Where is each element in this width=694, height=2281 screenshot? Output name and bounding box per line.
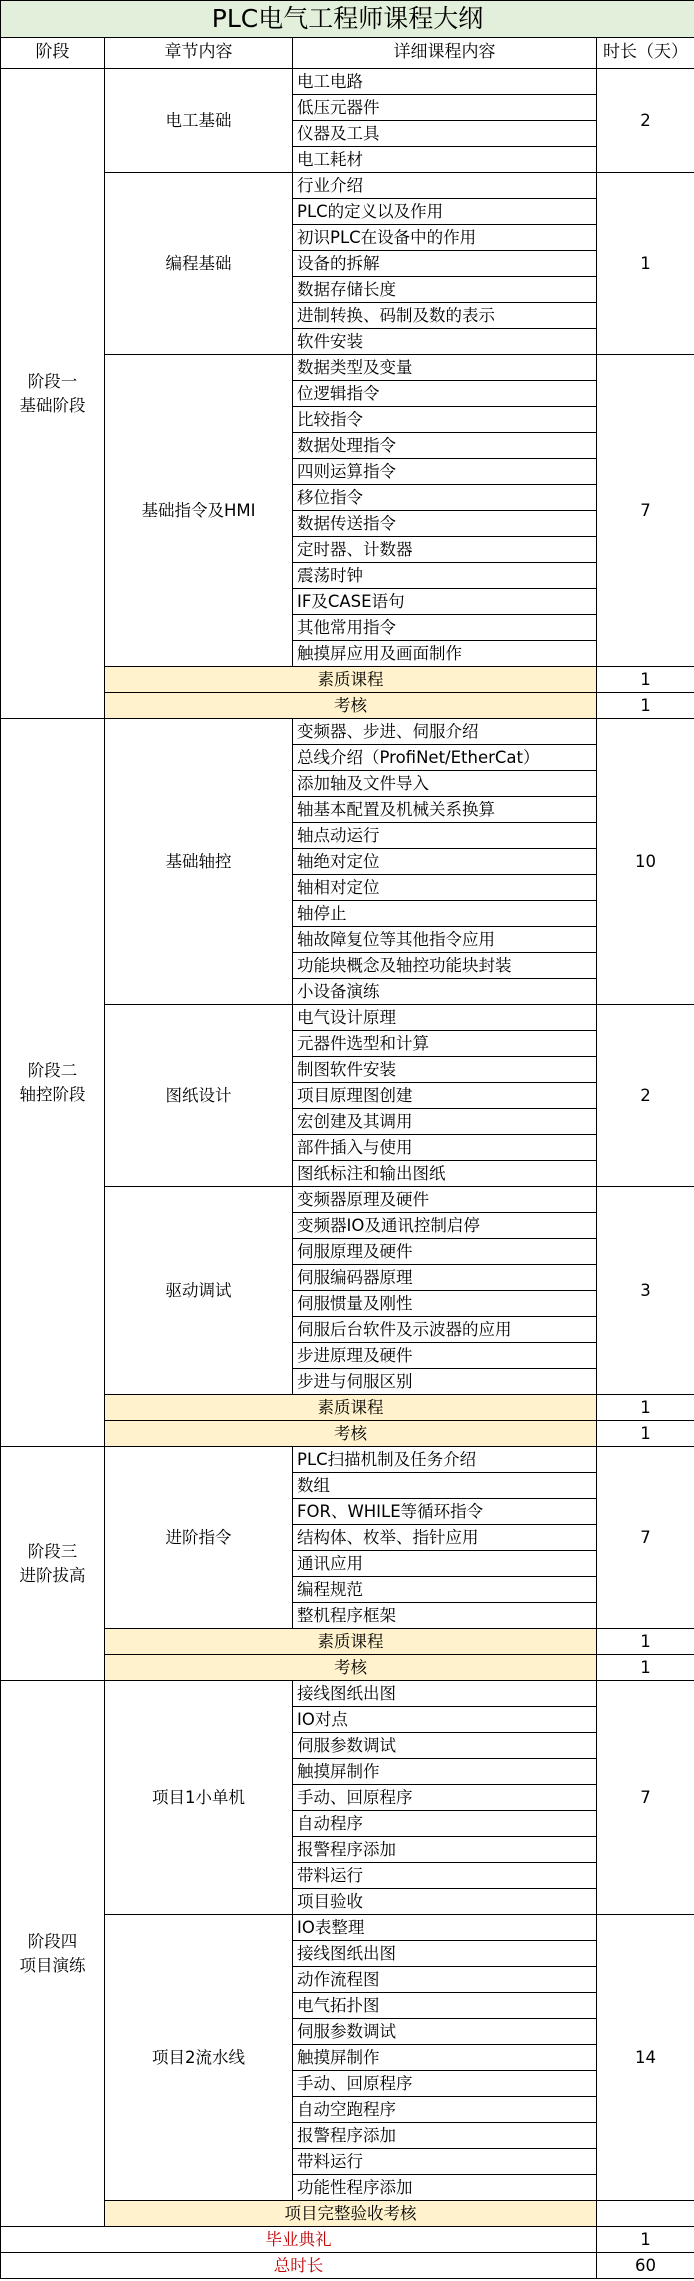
detail-item: 电气设计原理 bbox=[293, 1005, 597, 1031]
detail-item: 变频器IO及通讯控制启停 bbox=[293, 1213, 597, 1239]
duration-cell: 7 bbox=[597, 355, 694, 667]
extra-row bbox=[1, 1395, 694, 1421]
extra-duration: 1 bbox=[597, 693, 694, 719]
chapter-cell: 基础轴控 bbox=[105, 719, 293, 1005]
detail-item: 编程规范 bbox=[293, 1577, 597, 1603]
detail-item: 项目验收 bbox=[293, 1889, 597, 1915]
chapter-cell: 进阶指令 bbox=[105, 1447, 293, 1629]
detail-item: 添加轴及文件导入 bbox=[293, 771, 597, 797]
extra-label: 素质课程 bbox=[105, 667, 597, 693]
detail-item: 手动、回原程序 bbox=[293, 2071, 597, 2097]
extra-row bbox=[1, 667, 694, 693]
detail-item: 伺服参数调试 bbox=[293, 1733, 597, 1759]
extra-row bbox=[1, 2201, 694, 2227]
detail-item: 步进与伺服区别 bbox=[293, 1369, 597, 1395]
detail-item: 带料运行 bbox=[293, 1863, 597, 1889]
duration-cell: 7 bbox=[597, 1447, 694, 1629]
detail-item: 定时器、计数器 bbox=[293, 537, 597, 563]
detail-item: 数据处理指令 bbox=[293, 433, 597, 459]
detail-item: 进制转换、码制及数的表示 bbox=[293, 303, 597, 329]
duration-cell: 7 bbox=[597, 1681, 694, 1915]
detail-item: 宏创建及其调用 bbox=[293, 1109, 597, 1135]
extra-duration: 1 bbox=[597, 1655, 694, 1681]
chapter-cell: 基础指令及HMI bbox=[105, 355, 293, 667]
detail-item: 数据存储长度 bbox=[293, 277, 597, 303]
extra-duration: 1 bbox=[597, 1421, 694, 1447]
detail-item: IF及CASE语句 bbox=[293, 589, 597, 615]
detail-item: 触摸屏应用及画面制作 bbox=[293, 641, 597, 667]
detail-item: 制图软件安装 bbox=[293, 1057, 597, 1083]
footer-label: 毕业典礼 bbox=[1, 2227, 597, 2253]
extra-duration bbox=[597, 2201, 694, 2227]
detail-item: 报警程序添加 bbox=[293, 1837, 597, 1863]
page-title: PLC电气工程师课程大纲 bbox=[1, 1, 694, 38]
detail-item: PLC的定义以及作用 bbox=[293, 199, 597, 225]
detail-item: 初识PLC在设备中的作用 bbox=[293, 225, 597, 251]
detail-item: IO对点 bbox=[293, 1707, 597, 1733]
detail-item: 其他常用指令 bbox=[293, 615, 597, 641]
detail-item: 元器件选型和计算 bbox=[293, 1031, 597, 1057]
detail-item: 图纸标注和输出图纸 bbox=[293, 1161, 597, 1187]
stage-name-line: 阶段四 bbox=[27, 1931, 78, 1951]
detail-item: 震荡时钟 bbox=[293, 563, 597, 589]
stage-name-line: 轴控阶段 bbox=[19, 1084, 86, 1104]
detail-item: 手动、回原程序 bbox=[293, 1785, 597, 1811]
stage-name-line: 阶段一 bbox=[27, 371, 78, 391]
title-row bbox=[1, 1, 694, 38]
chapter-cell: 项目1小单机 bbox=[105, 1681, 293, 1915]
footer-duration: 60 bbox=[597, 2253, 694, 2279]
detail-item: 低压元器件 bbox=[293, 95, 597, 121]
table-row bbox=[1, 1915, 694, 1941]
stage-name-line: 基础阶段 bbox=[19, 395, 86, 415]
detail-item: 比较指令 bbox=[293, 407, 597, 433]
detail-item: 部件插入与使用 bbox=[293, 1135, 597, 1161]
detail-item: 步进原理及硬件 bbox=[293, 1343, 597, 1369]
detail-item: 四则运算指令 bbox=[293, 459, 597, 485]
stage-cell bbox=[1, 1681, 105, 2227]
detail-item: 自动程序 bbox=[293, 1811, 597, 1837]
detail-item: 触摸屏制作 bbox=[293, 2045, 597, 2071]
detail-item: 软件安装 bbox=[293, 329, 597, 355]
extra-row bbox=[1, 1421, 694, 1447]
table-row bbox=[1, 1005, 694, 1031]
footer-label: 总时长 bbox=[1, 2253, 597, 2279]
header-detail: 详细课程内容 bbox=[293, 38, 597, 69]
extra-label: 考核 bbox=[105, 1421, 597, 1447]
header-row bbox=[1, 38, 694, 69]
detail-item: 数据传送指令 bbox=[293, 511, 597, 537]
extra-row bbox=[1, 1629, 694, 1655]
detail-item: 位逻辑指令 bbox=[293, 381, 597, 407]
table-row bbox=[1, 719, 694, 745]
extra-label: 素质课程 bbox=[105, 1629, 597, 1655]
table-row bbox=[1, 69, 694, 95]
duration-cell: 2 bbox=[597, 69, 694, 173]
stage-cell bbox=[1, 69, 105, 719]
duration-cell: 10 bbox=[597, 719, 694, 1005]
detail-item: 自动空跑程序 bbox=[293, 2097, 597, 2123]
detail-item: 电工电路 bbox=[293, 69, 597, 95]
stage-name-line: 阶段三 bbox=[27, 1541, 78, 1561]
extra-duration: 1 bbox=[597, 1395, 694, 1421]
detail-item: 功能性程序添加 bbox=[293, 2175, 597, 2201]
detail-item: 接线图纸出图 bbox=[293, 1681, 597, 1707]
detail-item: 功能块概念及轴控功能块封装 bbox=[293, 953, 597, 979]
detail-item: 轴相对定位 bbox=[293, 875, 597, 901]
header-stage: 阶段 bbox=[1, 38, 105, 69]
detail-item: 通讯应用 bbox=[293, 1551, 597, 1577]
duration-cell: 2 bbox=[597, 1005, 694, 1187]
footer-duration: 1 bbox=[597, 2227, 694, 2253]
header-duration: 时长（天） bbox=[597, 38, 694, 69]
detail-item: 动作流程图 bbox=[293, 1967, 597, 1993]
detail-item: 数组 bbox=[293, 1473, 597, 1499]
detail-item: 轴绝对定位 bbox=[293, 849, 597, 875]
chapter-cell: 电工基础 bbox=[105, 69, 293, 173]
detail-item: 接线图纸出图 bbox=[293, 1941, 597, 1967]
detail-item: 伺服编码器原理 bbox=[293, 1265, 597, 1291]
detail-item: 伺服惯量及刚性 bbox=[293, 1291, 597, 1317]
duration-cell: 1 bbox=[597, 173, 694, 355]
table-row bbox=[1, 355, 694, 381]
detail-item: 轴停止 bbox=[293, 901, 597, 927]
detail-item: 仪器及工具 bbox=[293, 121, 597, 147]
detail-item: 轴点动运行 bbox=[293, 823, 597, 849]
table-row bbox=[1, 1447, 694, 1473]
detail-item: 变频器原理及硬件 bbox=[293, 1187, 597, 1213]
duration-cell: 14 bbox=[597, 1915, 694, 2201]
detail-item: 轴基本配置及机械关系换算 bbox=[293, 797, 597, 823]
extra-row bbox=[1, 1655, 694, 1681]
table-row bbox=[1, 173, 694, 199]
header-chapter: 章节内容 bbox=[105, 38, 293, 69]
extra-row bbox=[1, 693, 694, 719]
extra-label: 考核 bbox=[105, 1655, 597, 1681]
detail-item: 整机程序框架 bbox=[293, 1603, 597, 1629]
stage-cell bbox=[1, 1447, 105, 1681]
extra-duration: 1 bbox=[597, 667, 694, 693]
detail-item: 数据类型及变量 bbox=[293, 355, 597, 381]
detail-item: 变频器、步进、伺服介绍 bbox=[293, 719, 597, 745]
stage-name-line: 阶段二 bbox=[27, 1060, 78, 1080]
stage-name-line: 进阶拔高 bbox=[19, 1565, 86, 1585]
footer-row bbox=[1, 2253, 694, 2279]
duration-cell: 3 bbox=[597, 1187, 694, 1395]
extra-label: 项目完整验收考核 bbox=[105, 2201, 597, 2227]
extra-label: 考核 bbox=[105, 693, 597, 719]
detail-item: IO表整理 bbox=[293, 1915, 597, 1941]
chapter-cell: 项目2流水线 bbox=[105, 1915, 293, 2201]
detail-item: 移位指令 bbox=[293, 485, 597, 511]
detail-item: PLC扫描机制及任务介绍 bbox=[293, 1447, 597, 1473]
detail-item: 报警程序添加 bbox=[293, 2123, 597, 2149]
detail-item: 总线介绍（ProfiNet/EtherCat） bbox=[293, 745, 597, 771]
detail-item: 结构体、枚举、指针应用 bbox=[293, 1525, 597, 1551]
detail-item: 小设备演练 bbox=[293, 979, 597, 1005]
detail-item: 触摸屏制作 bbox=[293, 1759, 597, 1785]
extra-duration: 1 bbox=[597, 1629, 694, 1655]
detail-item: 电气拓扑图 bbox=[293, 1993, 597, 2019]
chapter-cell: 驱动调试 bbox=[105, 1187, 293, 1395]
detail-item: 伺服原理及硬件 bbox=[293, 1239, 597, 1265]
table-row bbox=[1, 1187, 694, 1213]
chapter-cell: 图纸设计 bbox=[105, 1005, 293, 1187]
detail-item: 电工耗材 bbox=[293, 147, 597, 173]
footer-row bbox=[1, 2227, 694, 2253]
detail-item: 设备的拆解 bbox=[293, 251, 597, 277]
table-row bbox=[1, 1681, 694, 1707]
chapter-cell: 编程基础 bbox=[105, 173, 293, 355]
stage-cell bbox=[1, 719, 105, 1447]
detail-item: 带料运行 bbox=[293, 2149, 597, 2175]
detail-item: 轴故障复位等其他指令应用 bbox=[293, 927, 597, 953]
detail-item: 行业介绍 bbox=[293, 173, 597, 199]
detail-item: FOR、WHILE等循环指令 bbox=[293, 1499, 597, 1525]
detail-item: 伺服参数调试 bbox=[293, 2019, 597, 2045]
stage-name-line: 项目演练 bbox=[19, 1955, 86, 1975]
detail-item: 伺服后台软件及示波器的应用 bbox=[293, 1317, 597, 1343]
detail-item: 项目原理图创建 bbox=[293, 1083, 597, 1109]
extra-label: 素质课程 bbox=[105, 1395, 597, 1421]
